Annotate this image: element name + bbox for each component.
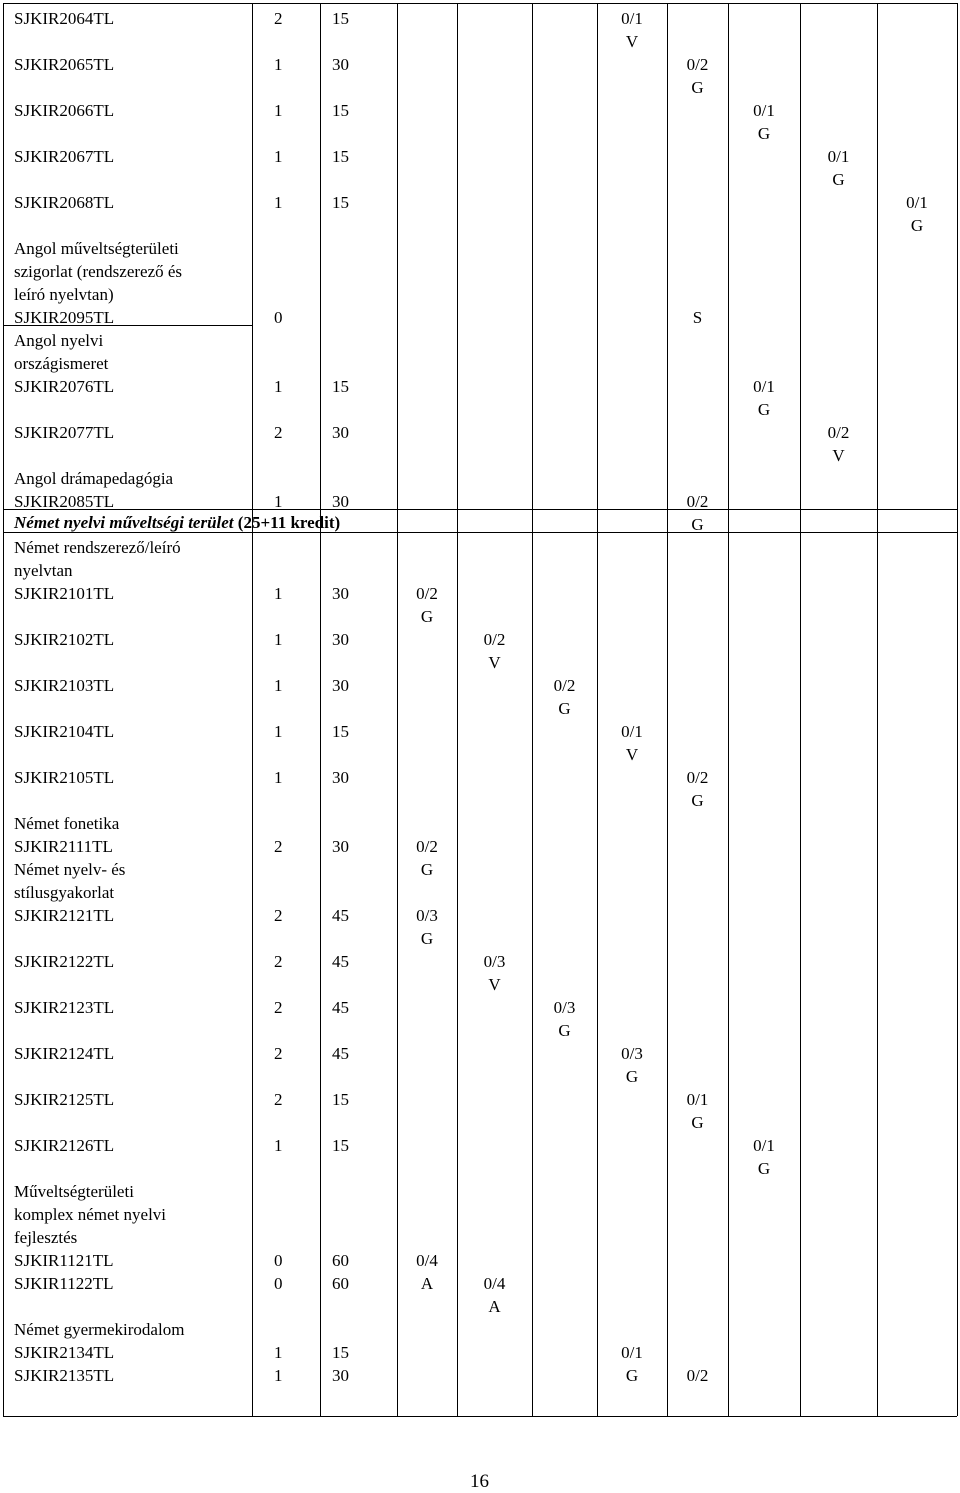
course-code: SJKIR2065TL bbox=[14, 55, 115, 74]
course-code: SJKIR2134TL bbox=[14, 1343, 115, 1362]
course-value: 30 bbox=[332, 768, 349, 787]
course-code: SJKIR1122TL bbox=[14, 1274, 114, 1293]
course-code: SJKIR2111TL bbox=[14, 837, 113, 856]
table-bottom-border bbox=[3, 1416, 957, 1417]
grade-cell: 0/2 G bbox=[416, 837, 438, 879]
section-heading-credits: (25+11 kredit) bbox=[233, 513, 341, 532]
course-code: SJKIR1121TL bbox=[14, 1251, 114, 1270]
course-title-line: leíró nyelvtan) bbox=[14, 285, 114, 304]
course-hours: 2 bbox=[274, 998, 283, 1017]
column-divider bbox=[728, 3, 729, 1416]
course-code: SJKIR2126TL bbox=[14, 1136, 115, 1155]
course-hours: 0 bbox=[274, 1251, 283, 1270]
grade-cell: S bbox=[692, 308, 703, 327]
course-title-line: Angol nyelvi bbox=[14, 331, 104, 350]
grade-cell: 0/4 A bbox=[483, 1274, 506, 1316]
column-divider bbox=[252, 3, 253, 1416]
table-top-border bbox=[3, 3, 957, 4]
grade-cell: 0/3 V bbox=[483, 952, 506, 994]
page-number: 16 bbox=[470, 1471, 489, 1492]
column-divider bbox=[397, 3, 398, 1416]
course-hours: 2 bbox=[274, 837, 283, 856]
course-hours: 1 bbox=[274, 101, 283, 120]
grade-cell: 0/3 G bbox=[416, 906, 438, 948]
grade-cell: 0/1 G bbox=[753, 101, 775, 143]
course-value: 15 bbox=[332, 9, 349, 28]
course-value: 30 bbox=[332, 423, 349, 442]
course-code: SJKIR2077TL bbox=[14, 423, 115, 442]
section-heading-title: Német nyelvi műveltségi terület bbox=[14, 513, 234, 532]
course-hours: 1 bbox=[274, 1136, 283, 1155]
course-code: SJKIR2122TL bbox=[14, 952, 115, 971]
course-hours: 2 bbox=[274, 906, 283, 925]
course-hours: 1 bbox=[274, 377, 283, 396]
course-code: SJKIR2123TL bbox=[14, 998, 115, 1017]
course-code: SJKIR2104TL bbox=[14, 722, 115, 741]
course-code: SJKIR2064TL bbox=[14, 9, 115, 28]
course-title-line: Német rendszerező/leíró bbox=[14, 538, 181, 557]
course-value: 30 bbox=[332, 630, 349, 649]
grade-cell: 0/2 bbox=[686, 1366, 709, 1385]
course-value: 15 bbox=[332, 1090, 349, 1109]
course-hours: 2 bbox=[274, 9, 283, 28]
grade-cell: 0/2 G bbox=[686, 492, 709, 534]
course-code: SJKIR2103TL bbox=[14, 676, 115, 695]
course-hours: 1 bbox=[274, 584, 283, 603]
course-title-line: Német nyelv- és bbox=[14, 860, 126, 879]
course-value: 45 bbox=[332, 998, 349, 1017]
grade-cell: 0/4 A bbox=[416, 1251, 438, 1293]
course-code: SJKIR2135TL bbox=[14, 1366, 115, 1385]
course-value: 30 bbox=[332, 492, 349, 511]
course-title-line: szigorlat (rendszerező és bbox=[14, 262, 183, 281]
course-code: SJKIR2125TL bbox=[14, 1090, 115, 1109]
course-hours: 2 bbox=[274, 1090, 283, 1109]
course-hours: 1 bbox=[274, 676, 283, 695]
column-divider bbox=[667, 3, 668, 1416]
course-value: 60 bbox=[332, 1251, 349, 1270]
course-title-line: Német fonetika bbox=[14, 814, 120, 833]
course-title-line: országismeret bbox=[14, 354, 109, 373]
grade-cell: 0/1 G bbox=[753, 377, 775, 419]
course-title-line: stílusgyakorlat bbox=[14, 883, 115, 902]
course-value: 30 bbox=[332, 1366, 349, 1385]
grade-cell: 0/2 G bbox=[553, 676, 576, 718]
column-divider bbox=[320, 3, 321, 1416]
course-code: SJKIR2085TL bbox=[14, 492, 115, 511]
column-divider bbox=[457, 3, 458, 1416]
grade-cell: 0/3 G bbox=[553, 998, 576, 1040]
grade-cell: 0/2 V bbox=[483, 630, 506, 672]
course-value: 45 bbox=[332, 952, 349, 971]
section-heading bbox=[14, 511, 340, 534]
grade-cell: 0/1 G bbox=[906, 193, 928, 235]
course-hours: 2 bbox=[274, 952, 283, 971]
course-value: 60 bbox=[332, 1274, 349, 1293]
course-code: SJKIR2121TL bbox=[14, 906, 115, 925]
course-value: 30 bbox=[332, 676, 349, 695]
course-code: SJKIR2095TL bbox=[14, 308, 115, 327]
course-value: 15 bbox=[332, 722, 349, 741]
course-title-line: Német gyermekirodalom bbox=[14, 1320, 185, 1339]
table-outer-border bbox=[3, 3, 4, 1416]
course-hours: 1 bbox=[274, 768, 283, 787]
course-value: 15 bbox=[332, 147, 349, 166]
grade-cell: 0/2 V bbox=[827, 423, 850, 465]
grade-cell: 0/1 G bbox=[686, 1090, 709, 1132]
course-hours: 2 bbox=[274, 423, 283, 442]
grade-cell: 0/1 V bbox=[621, 722, 643, 764]
course-hours: 1 bbox=[274, 630, 283, 649]
course-hours: 1 bbox=[274, 193, 283, 212]
course-title-line: Angol drámapedagógia bbox=[14, 469, 174, 488]
course-title-line: Műveltségterületi bbox=[14, 1182, 134, 1201]
grade-cell: 0/1 G bbox=[827, 147, 850, 189]
grade-cell: 0/1 G bbox=[621, 1343, 643, 1385]
course-title-line: Angol műveltségterületi bbox=[14, 239, 179, 258]
course-code: SJKIR2068TL bbox=[14, 193, 115, 212]
course-hours: 1 bbox=[274, 722, 283, 741]
course-code: SJKIR2102TL bbox=[14, 630, 115, 649]
course-value: 30 bbox=[332, 55, 349, 74]
course-hours: 1 bbox=[274, 1366, 283, 1385]
grade-cell: 0/1 V bbox=[621, 9, 643, 51]
grade-cell: 0/2 G bbox=[686, 768, 709, 810]
course-title-line: nyelvtan bbox=[14, 561, 73, 580]
course-value: 15 bbox=[332, 193, 349, 212]
course-hours: 1 bbox=[274, 1343, 283, 1362]
course-value: 30 bbox=[332, 584, 349, 603]
course-code: SJKIR2105TL bbox=[14, 768, 115, 787]
course-hours: 0 bbox=[274, 308, 283, 327]
course-hours: 1 bbox=[274, 147, 283, 166]
course-code: SJKIR2066TL bbox=[14, 101, 115, 120]
section-divider bbox=[3, 509, 957, 510]
course-value: 45 bbox=[332, 906, 349, 925]
course-code: SJKIR2124TL bbox=[14, 1044, 115, 1063]
grade-cell: 0/1 G bbox=[753, 1136, 775, 1178]
course-value: 45 bbox=[332, 1044, 349, 1063]
column-divider bbox=[800, 3, 801, 1416]
course-title-line: fejlesztés bbox=[14, 1228, 78, 1247]
grade-cell: 0/2 G bbox=[416, 584, 438, 626]
course-value: 15 bbox=[332, 1136, 349, 1155]
course-code: SJKIR2067TL bbox=[14, 147, 115, 166]
course-hours: 1 bbox=[274, 55, 283, 74]
course-hours: 0 bbox=[274, 1274, 283, 1293]
course-code: SJKIR2076TL bbox=[14, 377, 115, 396]
course-value: 30 bbox=[332, 837, 349, 856]
course-hours: 2 bbox=[274, 1044, 283, 1063]
course-value: 15 bbox=[332, 1343, 349, 1362]
column-divider bbox=[597, 3, 598, 1416]
table-outer-border bbox=[957, 3, 958, 1416]
course-code: SJKIR2101TL bbox=[14, 584, 115, 603]
course-hours: 1 bbox=[274, 492, 283, 511]
grade-cell: 0/3 G bbox=[621, 1044, 643, 1086]
course-title-line: komplex német nyelvi bbox=[14, 1205, 167, 1224]
grade-cell: 0/2 G bbox=[686, 55, 709, 97]
course-value: 15 bbox=[332, 377, 349, 396]
course-value: 15 bbox=[332, 101, 349, 120]
